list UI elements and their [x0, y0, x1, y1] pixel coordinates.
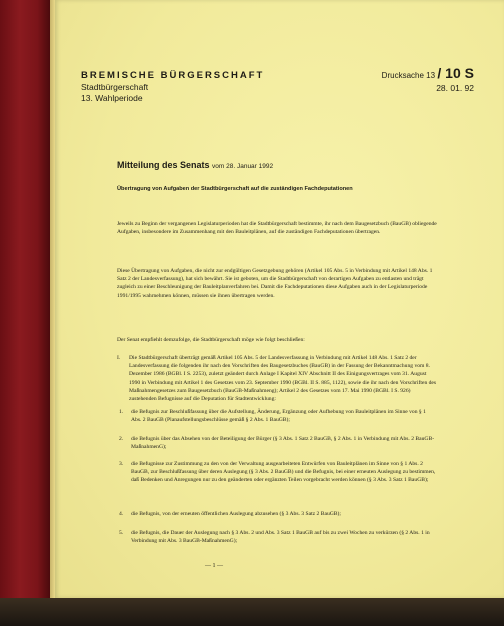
sub-item-number: 3. [119, 461, 124, 467]
sub-item-text: die Befugnis über das Absehen von der Beteiligung der Bürger (§ 3 Abs. 1 Satz 2 BauGB, § 2 Abs. 1 in Verbindung mit Abs. 2 BauGB-MaßnahmenG); [131, 436, 435, 451]
paragraph-1: Jeweils zu Beginn der vergangenen Legislaturperioden hat die Stadtbürgerschaft bestimmte, ihr nach dem Baugesetzbuch (BauGB) obliegende Aufgaben, insbesondere im Zusammenhang mit den Bauleitplänen, auf die zuständigen Fachdeputationen übertragen. [117, 221, 437, 236]
paragraph-3: Der Senat empfiehlt demzufolge, die Stadtbürgerschaft möge wie folgt beschließen: [117, 337, 305, 343]
header-right [382, 67, 474, 95]
sub-item-1 [119, 408, 437, 424]
sub-item-number: 5. [119, 530, 124, 536]
sub-item-2 [119, 435, 437, 451]
sub-item-text: die Befugnis, die Dauer der Auslegung nach § 3 Abs. 2 und Abs. 3 Satz 1 BauGB auf bis zu zwei Wochen zu verkürzen (§ 2 Abs. 1 in Verbindung mit Abs. 3 BauGB-MaßnahmenG); [131, 530, 430, 545]
sub-item-text: die Befugnis, von der erneuten öffentlichen Auslegung abzusehen (§ 3 Abs. 3 Satz 2 BauGB); [131, 511, 341, 517]
document-subject: Übertragung von Aufgaben der Stadtbürgerschaft auf die zuständigen Fachdeputationen [117, 186, 353, 192]
drucksache-id: / 10 S [437, 65, 474, 81]
sub-item-number: 1. [119, 409, 124, 415]
document-date: 28. 01. 92 [436, 83, 474, 93]
title-main: Mitteilung des Senats [117, 160, 210, 170]
resolution-item-I [117, 354, 437, 403]
parliament-name: BREMISCHE BÜRGERSCHAFT [81, 70, 265, 81]
book-spine [0, 0, 50, 610]
document-title [117, 160, 273, 170]
sub-item-number: 2. [119, 436, 124, 442]
item-marker: I. [117, 355, 121, 361]
sub-item-3 [119, 460, 437, 485]
drucksache-number [382, 67, 474, 82]
document-page [55, 0, 504, 598]
title-date: vom 28. Januar 1992 [212, 163, 274, 170]
page-number: — 1 — [205, 563, 223, 569]
sub-item-4 [119, 510, 437, 518]
chamber-name: Stadtbürgerschaft [81, 81, 149, 92]
sub-item-number: 4. [119, 511, 124, 517]
header-left [81, 70, 264, 105]
legislative-period: 13. Wahlperiode [81, 93, 143, 103]
sub-item-text: die Befugnis zur Beschlußfassung über die Aufstellung, Änderung, Ergänzung oder Aufhebung von Bauleitplänen im Sinne von § 1 Abs. 2 BauGB (Planaufstellungsbeschlüsse gemäß § 2 Abs. 1 BauGB); [131, 409, 426, 424]
sub-item-text: die Befugnisse zur Zustimmung zu den von der Verwaltung ausgearbeiteten Entwürfen von Bauleitplänen im Sinne von § 1 Abs. 2 BauGB, zur Beschlußfassung über deren Auslegung (§ 3 Abs. 2 BauGB) und die Befugnis, bei einer erneuten Auslegung zu bestimmen, daß Bedenken und Anregungen nur zu den geänderten oder ergänzten Teilen vorgebracht werden können (§ 3 Abs. 3 Satz 1 BauGB); [131, 461, 436, 484]
paragraph-2: Diese Übertragung von Aufgaben, die nicht zur endgültigen Gesetzgebung gehören (Artikel 105 Abs. 5 in Verbindung mit Artikel 148 Abs. 1 Satz 2 der Landesverfassung), hat sich bewährt. Sie ist geboten, um die Stadtbürgerschaft von derartigen Aufgaben zu entlasten und trägt zugleich zu einer Beschleunigung der Bauleitplanverfahren bei. Damit die Fachdeputationen diese Aufgaben auch in der Legislaturperiode 1991/1995 wahrnehmen können, müssen sie ihnen übertragen werden. [117, 268, 433, 299]
drucksache-label: Drucksache 13 [381, 71, 436, 80]
sub-item-5 [119, 529, 437, 545]
scan-bottom-edge [0, 598, 504, 626]
item-text: Die Stadtbürgerschaft überträgt gemäß Artikel 105 Abs. 5 der Landesverfassung in Verbindung mit Artikel 148 Abs. 1 Satz 2 der Landesverfassung die folgenden ihr nach den Vorschriften des Baugesetzbuches (BauGB) in der Fassung der Bekanntmachung vom 8. Dezember 1986 (BGBl. I S. 2253), zuletzt geändert durch Anlage I Kapitel XIV Abschnitt II des Einigungsvertrages vom 31. August 1990 in Verbindung mit Artikel 1 des Gesetzes vom 23. September 1990 (BGBl. II S. 885, 1122), sowie die ihr nach den Vorschriften des Maßnahmengesetzes zum Baugesetzbuch (BauGB-Maßnahmeng); Artikel 2 des Gesetzes vom 17. Mai 1990 (BGBl. I S. 926) zustehenden Befugnisse auf die Deputation für Stadtentwicklung: [129, 355, 437, 403]
